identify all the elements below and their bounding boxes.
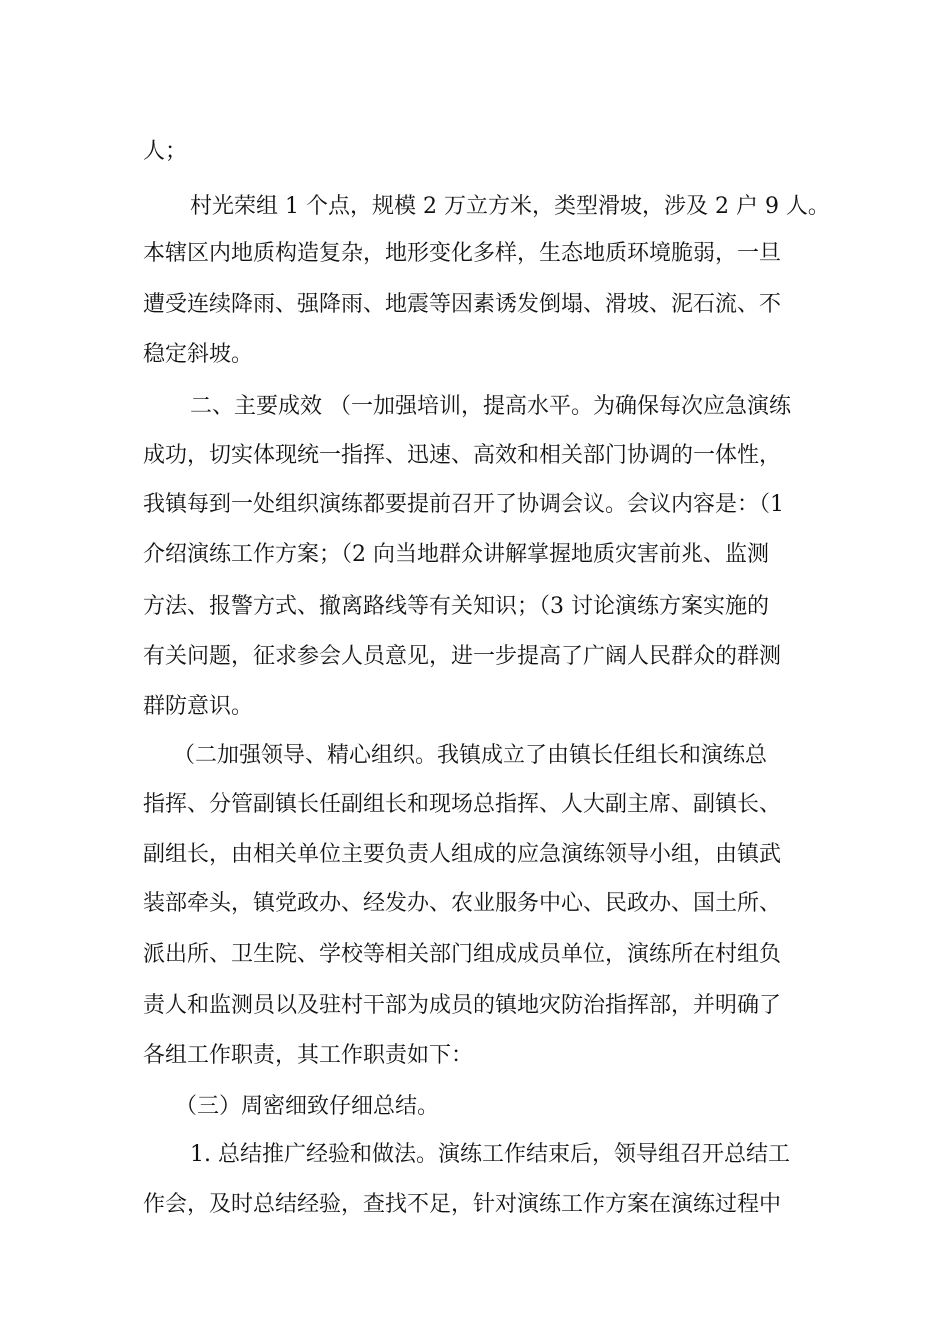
text-line: 指挥、分管副镇长任副组长和现场总指挥、人大副主席、副镇长、 <box>143 792 782 817</box>
text-line: 成功，切实体现统一指挥、迅速、高效和相关部门协调的一体性， <box>143 443 782 468</box>
text-line: 装部牵头，镇党政办、经发办、农业服务中心、民政办、国土所、 <box>143 891 782 916</box>
text-line: 遭受连续降雨、强降雨、地震等因素诱发倒塌、滑坡、泥石流、不 <box>143 292 782 317</box>
text-line: 二、主要成效 （一加强培训，提高水平。为确保每次应急演练 <box>190 394 791 419</box>
text-line: 作会，及时总结经验，查找不足，针对演练工作方案在演练过程中 <box>143 1192 782 1217</box>
text-line: 责人和监测员以及驻村干部为成员的镇地灾防治指挥部，并明确了 <box>143 993 782 1018</box>
text-line: （二加强领导、精心组织。我镇成立了由镇长任组长和演练总 <box>173 743 768 768</box>
text-line: 稳定斜坡。 <box>143 342 254 367</box>
text-line: 方法、报警方式、撤离路线等有关知识；（3 讨论演练方案实施的 <box>143 594 769 619</box>
text-line: 副组长，由相关单位主要负责人组成的应急演练领导小组，由镇武 <box>143 842 782 867</box>
text-line: 派出所、卫生院、学校等相关部门组成成员单位，演练所在村组负 <box>143 942 782 967</box>
text-line: 我镇每到一处组织演练都要提前召开了协调会议。会议内容是：（1 <box>143 492 784 517</box>
text-line: 本辖区内地质构造复杂，地形变化多样，生态地质环境脆弱，一旦 <box>143 241 782 266</box>
text-line: 介绍演练工作方案；（2 向当地群众讲解掌握地质灾害前兆、监测 <box>143 542 769 567</box>
text-line: 村光荣组 1 个点，规模 2 万立方米，类型滑坡，涉及 2 户 9 人。 <box>190 194 830 219</box>
text-line: 群防意识。 <box>143 694 254 719</box>
text-line: 1. 总结推广经验和做法。演练工作结束后，领导组召开总结工 <box>190 1142 790 1167</box>
text-line: 各组工作职责，其工作职责如下： <box>143 1043 474 1068</box>
text-line: 人； <box>143 139 188 164</box>
text-line: （三）周密细致仔细总结。 <box>175 1094 440 1119</box>
text-line: 有关问题，征求参会人员意见，进一步提高了广阔人民群众的群测 <box>143 644 782 669</box>
